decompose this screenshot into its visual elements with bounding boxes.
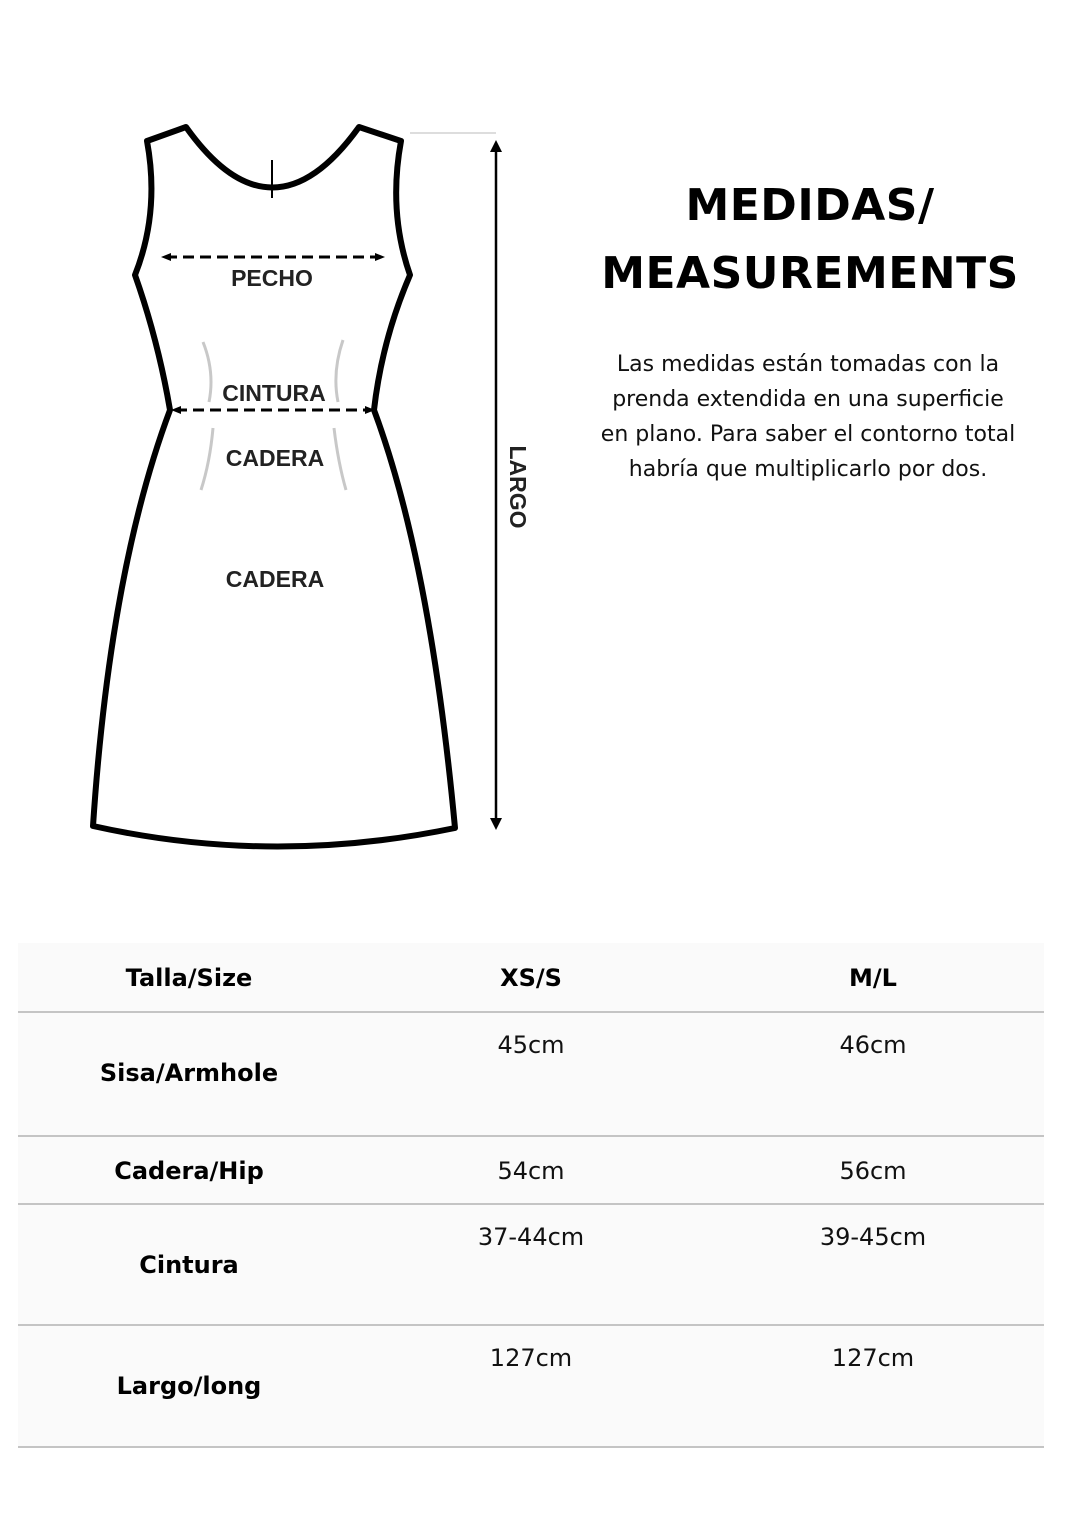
waist-xs-s: 37-44cm (477, 1223, 585, 1251)
hip-xs-s: 54cm (497, 1157, 565, 1185)
length-label: LARGO (505, 445, 531, 529)
title-line-1: MEDIDAS/ (685, 180, 935, 231)
hip-m-l: 56cm (839, 1157, 907, 1185)
header-xs-s: XS/S (500, 964, 562, 992)
size-table (18, 943, 1044, 1448)
hip-upper-label: CADERA (225, 445, 325, 471)
header-m-l: M/L (849, 964, 897, 992)
hip-lower-label: CADERA (225, 566, 325, 592)
waist-label: CINTURA (222, 380, 326, 406)
page-title (580, 172, 1040, 308)
waist-m-l: 39-45cm (819, 1223, 927, 1251)
waist-shade-left-lower (201, 428, 213, 490)
waist-shade-right-upper (336, 340, 343, 402)
armhole-m-l: 46cm (839, 1031, 907, 1059)
table-row (18, 1013, 1044, 1137)
title-line-2: MEASUREMENTS (601, 248, 1019, 299)
waist-shade-left-upper (203, 342, 211, 402)
table-row (18, 1326, 1044, 1448)
row-label-waist: Cintura (139, 1251, 239, 1279)
header-size: Talla/Size (125, 964, 253, 992)
table-row (18, 1137, 1044, 1205)
length-m-l: 127cm (831, 1344, 915, 1372)
row-label-length: Largo/long (116, 1372, 262, 1400)
dress-outline (93, 127, 455, 847)
armhole-xs-s: 45cm (497, 1031, 565, 1059)
waist-shade-right-lower (334, 428, 346, 490)
row-label-armhole: Sisa/Armhole (99, 1059, 279, 1087)
dress-diagram (0, 0, 560, 900)
table-row (18, 1205, 1044, 1326)
table-header-row (18, 943, 1044, 1013)
length-xs-s: 127cm (489, 1344, 573, 1372)
chest-label: PECHO (231, 265, 313, 291)
row-label-hip: Cadera/Hip (114, 1157, 264, 1185)
measurement-description: Las medidas están tomadas con la prenda extendida en una superficie en plano. Para saber el contorno total habría que multiplicarlo por dos. (600, 352, 1016, 482)
